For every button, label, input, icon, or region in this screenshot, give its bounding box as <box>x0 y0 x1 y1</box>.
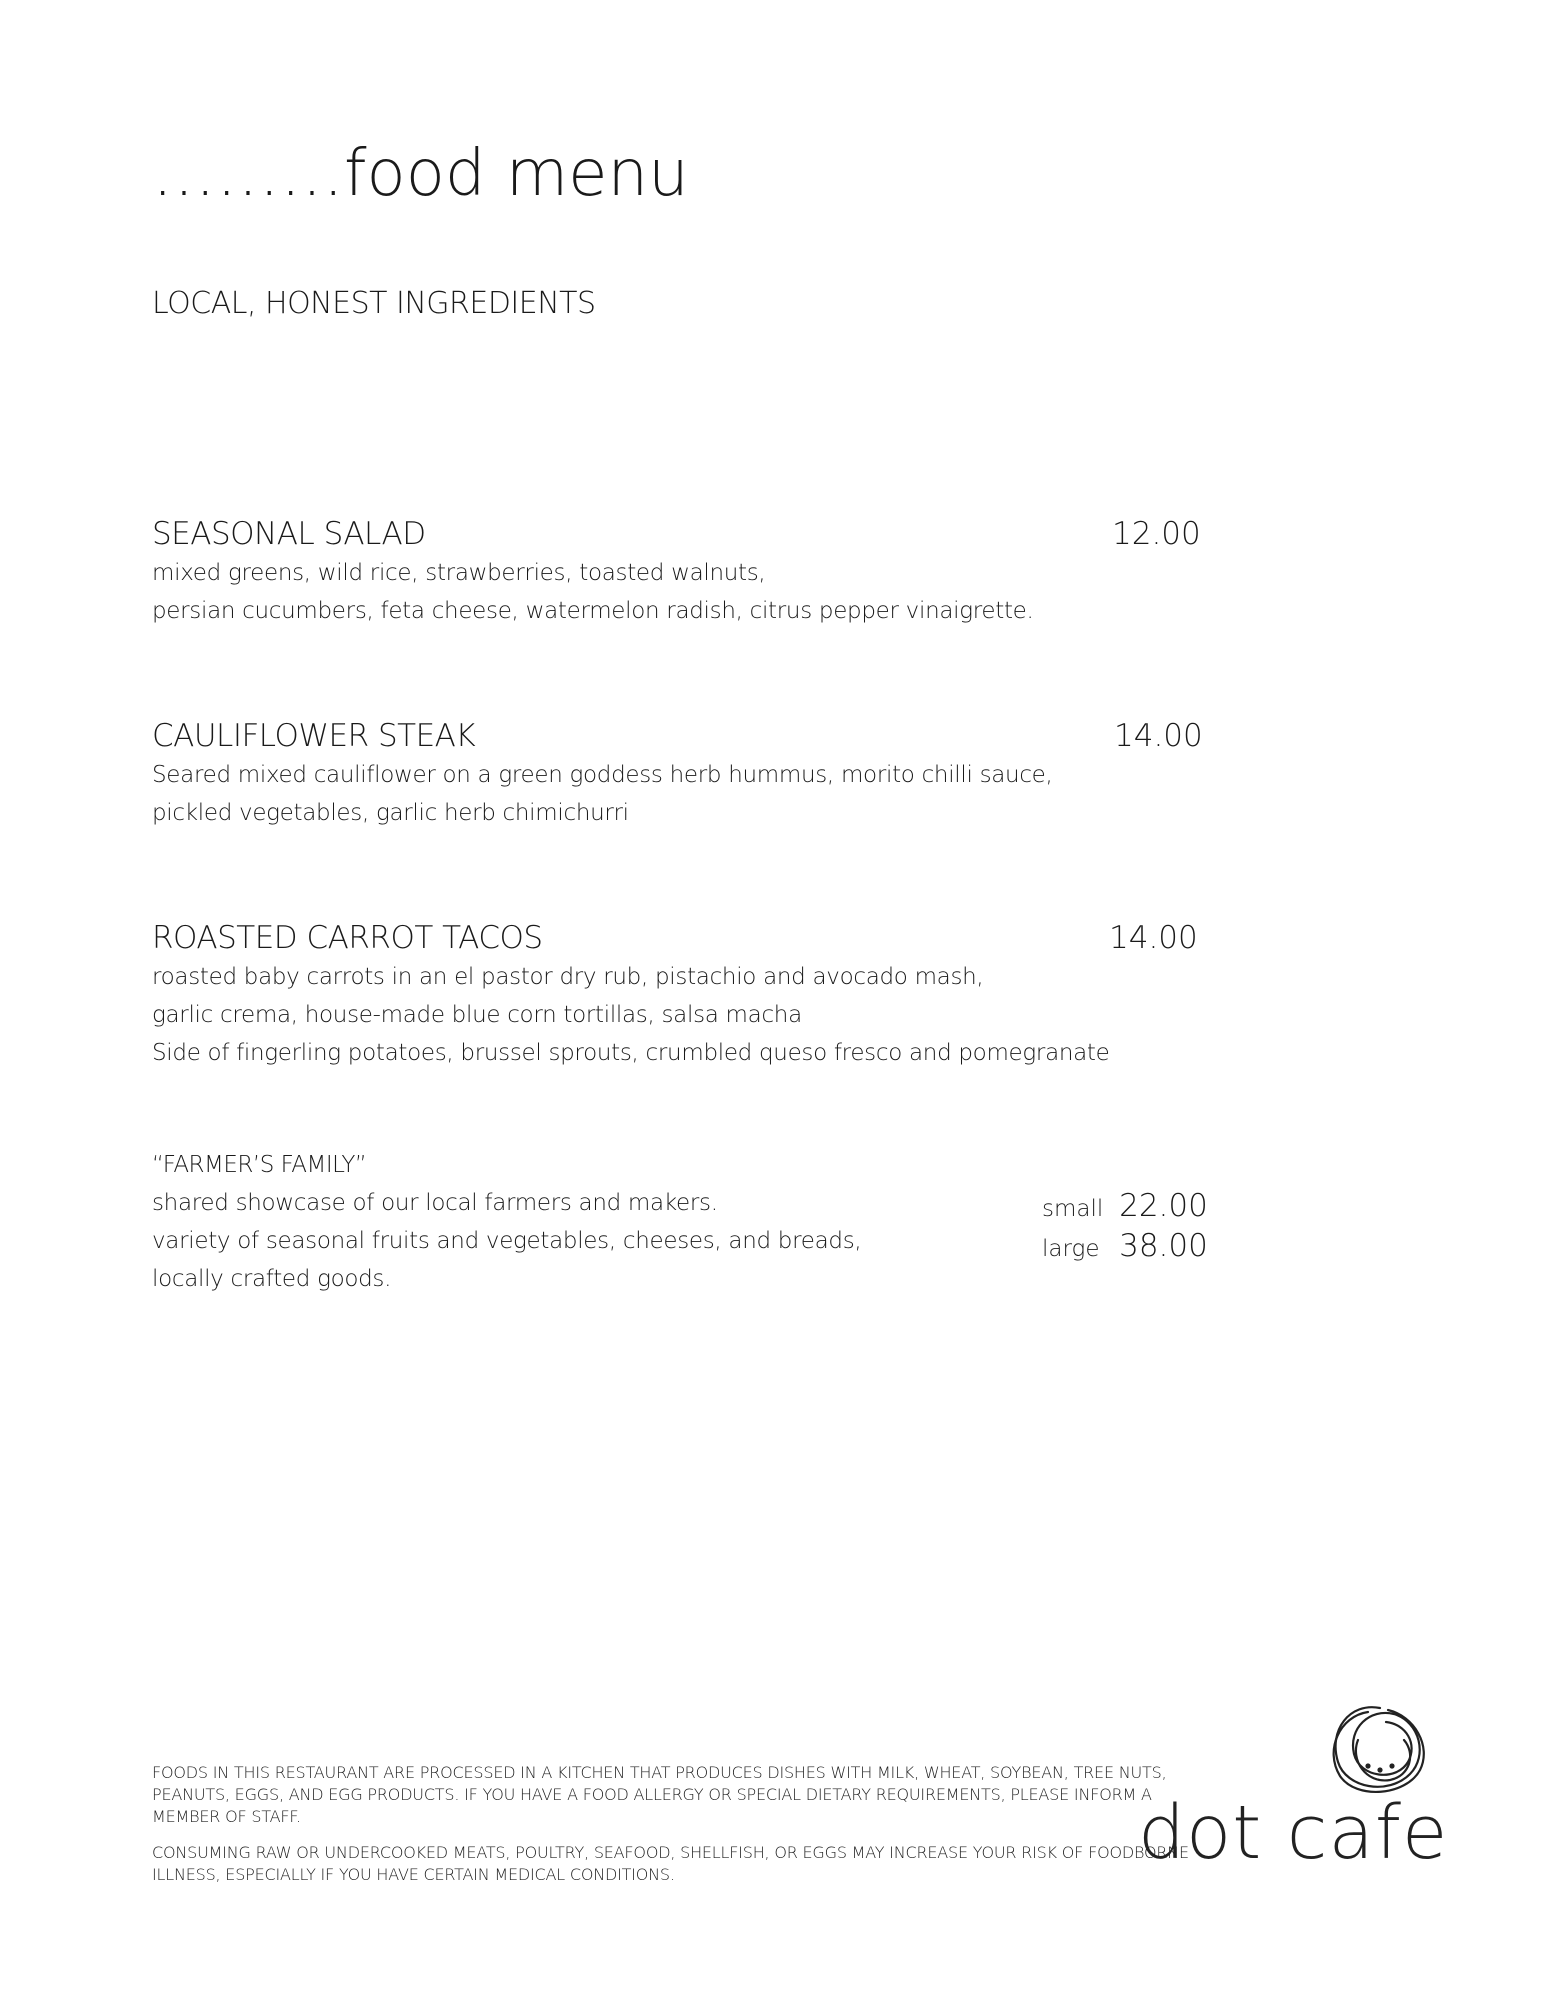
item-description-line: persian cucumbers, feta cheese, watermelon radish, citrus pepper vinaigrette. <box>152 598 1034 624</box>
item-name: “FARMER’S FAMILY” <box>152 1152 367 1178</box>
item-description-line: garlic crema, house-made blue corn tortillas, salsa macha <box>152 1002 802 1028</box>
item-description-line: roasted baby carrots in an el pastor dry rub, pistachio and avocado mash, <box>152 964 984 990</box>
item-description-line: variety of seasonal fruits and vegetables, cheeses, and breads, <box>152 1228 862 1254</box>
item-name: ROASTED CARROT TACOS <box>152 920 543 956</box>
menu-item-farmers-family <box>152 1146 1212 1298</box>
size-option-small <box>1042 1188 1208 1224</box>
item-name: SEASONAL SALAD <box>152 516 426 552</box>
menu-item-seasonal-salad <box>152 514 1212 630</box>
item-name: CAULIFLOWER STEAK <box>152 718 476 754</box>
item-price: 14.00 <box>1114 718 1203 754</box>
menu-item-cauliflower-steak <box>152 716 1212 832</box>
item-description-line: Seared mixed cauliflower on a green goddess herb hummus, morito chilli sauce, <box>152 762 1053 788</box>
page-title: ………food menu <box>152 137 689 211</box>
item-description-line: mixed greens, wild rice, strawberries, toasted walnuts, <box>152 560 766 586</box>
logo-wordmark: dot cafe <box>1138 1790 1449 1876</box>
menu-item-roasted-carrot-tacos <box>152 918 1212 1072</box>
item-description-line: shared showcase of our local farmers and makers. <box>152 1190 718 1216</box>
dot-cafe-logo <box>1130 1700 1450 1890</box>
page-subtitle: LOCAL, HONEST INGREDIENTS <box>152 286 596 321</box>
item-description-line: pickled vegetables, garlic herb chimichurri <box>152 800 629 826</box>
item-description-line: locally crafted goods. <box>152 1266 392 1292</box>
size-price: 22.00 <box>1119 1188 1208 1224</box>
item-price: 12.00 <box>1112 516 1201 552</box>
size-option-large <box>1042 1228 1208 1264</box>
item-price: 14.00 <box>1109 920 1198 956</box>
item-description-line: Side of fingerling potatoes, brussel sprouts, crumbled queso fresco and pomegranate <box>152 1040 1110 1066</box>
allergy-disclaimer: FOODS IN THIS RESTAURANT ARE PROCESSED IN A KITCHEN THAT PRODUCES DISHES WITH MILK, WHEAT, SOYBEAN, TREE NUTS, PEANUTS, EGGS, AND EGG PRODUCTS. IF YOU HAVE A FOOD ALLERGY OR SPECIAL DIETARY REQUIREMENTS, PLEASE INFORM A MEMBER OF STAFF. <box>152 1763 1167 1826</box>
raw-food-disclaimer: CONSUMING RAW OR UNDERCOOKED MEATS, POULTRY, SEAFOOD, SHELLFISH, OR EGGS MAY INCREASE YOUR RISK OF FOODBORNE ILLNESS, ESPECIALLY IF YOU HAVE CERTAIN MEDICAL CONDITIONS. <box>152 1843 1189 1884</box>
size-label: small <box>1042 1196 1104 1222</box>
size-label: large <box>1042 1236 1100 1262</box>
size-price: 38.00 <box>1119 1228 1208 1264</box>
